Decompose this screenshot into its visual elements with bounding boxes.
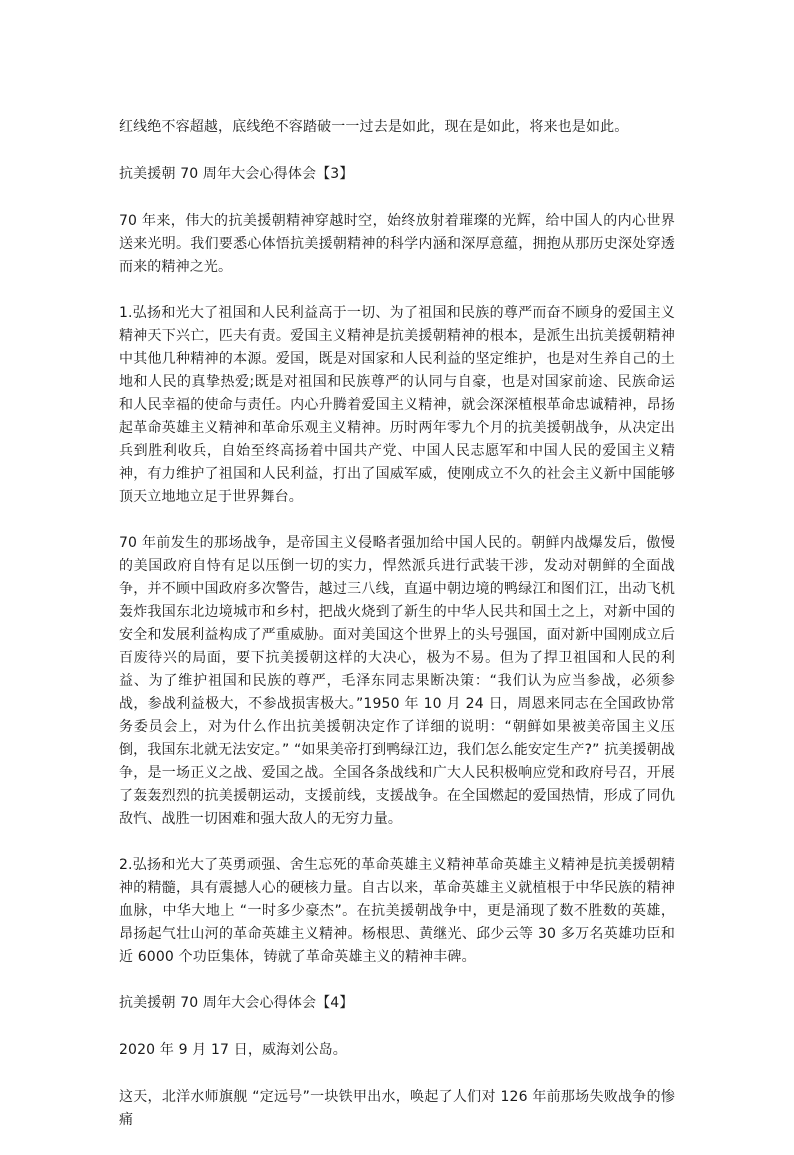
paragraph-closing-line: 红线绝不容超越，底线绝不容踏破一一过去是如此，现在是如此，将来也是如此。 [119,119,629,135]
section-heading-4: 抗美援朝 70 周年大会心得体会【4】 [119,995,354,1011]
paragraph-dingyuan: 这天，北洋水师旗舰 “定远号”一块铁甲出水，唤起了人们对 126 年前那场失败战争的惨痛 [119,1089,675,1128]
paragraph-war-background: 70 年前发生的那场战争，是帝国主义侵略者强加给中国人民的。朝鲜内战爆发后，傲慢的美国政府自恃有足以压倒一切的实力，悍然派兵进行武装干涉，发动对朝鲜的全面战争，并不顾中国政府多次警告，越过三八线，直逼中朝边境的鸭绿江和图们江，出动飞机轰炸我国东北边境城市和乡村，把战火烧到了新生的中华人民共和国土之上，对新中国的安全和发展利益构成了严重威胁。面对美国这个世界上的头号强国，面对新中国刚成立后百废待兴的局面，要下抗美援朝这样的大决心，极为不易。但为了捍卫祖国和人民的利益、为了维护祖国和民族的尊严，毛泽东同志果断决策：“我们认为应当参战，必须参战，参战利益极大，不参战损害极大。”1950 年 10 月 24 日，周恩来同志在全国政协常务委员会上，对为什么作出抗美援朝决定作了详细的说明：“朝鲜如果被美帝国主义压倒，我国东北就无法安定。” “如果美帝打到鸭绿江边，我们怎么能安定生产?” 抗美援朝战争，是一场正义之战、爱国之战。全国各条战线和广大人民积极响应党和政府号召，开展了轰轰烈烈的抗美援朝运动，支援前线，支援战争。在全国燃起的爱国热情，形成了同仇敌忾、战胜一切困难和强大敌人的无穷力量。 [119,535,675,827]
section-heading-3: 抗美援朝 70 周年大会心得体会【3】 [119,166,354,182]
paragraph-intro: 70 年来，伟大的抗美援朝精神穿越时空，始终放射着璀璨的光辉，给中国人的内心世界送来光明。我们要悉心体悟抗美援朝精神的科学内涵和深厚意蕴，拥抱从那历史深处穿透而来的精神之光。 [119,213,675,275]
paragraph-heroism: 2.弘扬和光大了英勇顽强、舍生忘死的革命英雄主义精神革命英雄主义精神是抗美援朝精神的精髓，具有震撼人心的硬核力量。自古以来，革命英雄主义就植根于中华民族的精神血脉，中华大地上 “一时多少豪杰”。在抗美援朝战争中，更是涌现了数不胜数的英雄，昂扬起气壮山河的革命英雄主义精神。杨根思、黄继光、邱少云等 30 多万名英雄功臣和近 6000 个功臣集体，铸就了革命英雄主义的精神丰碑。 [119,857,675,965]
paragraph-patriotism: 1.弘扬和光大了祖国和人民利益高于一切、为了祖国和民族的尊严而奋不顾身的爱国主义精神天下兴亡，匹夫有责。爱国主义精神是抗美援朝精神的根本，是派生出抗美援朝精神中其他几种精神的本源。爱国，既是对国家和人民利益的坚定维护，也是对生养自己的土地和人民的真挚热爱;既是对祖国和民族尊严的认同与自豪，也是对国家前途、民族命运和人民幸福的使命与责任。内心升腾着爱国主义精神，就会深深植根革命忠诚精神，昂扬起革命英雄主义精神和革命乐观主义精神。历时两年零九个月的抗美援朝战争，从决定出兵到胜利收兵，自始至终高扬着中国共产党、中国人民志愿军和中国人民的爱国主义精神，有力维护了祖国和人民利益，打出了国威军威，使刚成立不久的社会主义新中国能够顶天立地地立足于世界舞台。 [119,305,675,505]
paragraph-date-location: 2020 年 9 月 17 日，威海刘公岛。 [119,1042,347,1058]
document-body [119,116,675,1155]
